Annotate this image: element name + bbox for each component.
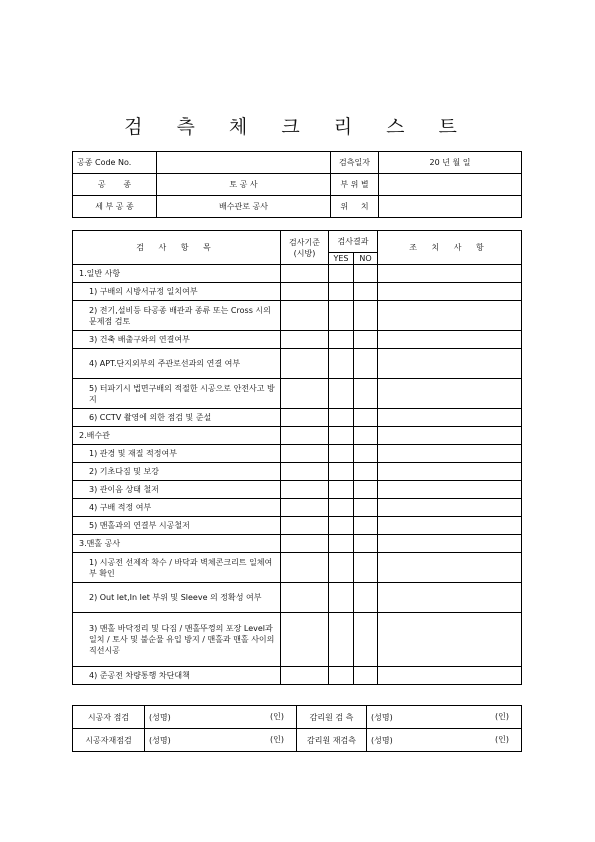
name-hint: (성명) xyxy=(371,735,393,745)
no-cell[interactable] xyxy=(354,553,378,583)
header-criteria xyxy=(281,231,329,265)
yes-cell[interactable] xyxy=(329,265,354,283)
check-item-text: 2) 기초다짐 및 보강 xyxy=(73,463,281,481)
location-value[interactable] xyxy=(379,196,522,218)
action-cell[interactable] xyxy=(378,445,522,463)
action-cell[interactable] xyxy=(378,301,522,331)
check-item-text: 3) 맨홀 바닥정리 및 다짐 / 맨홀뚜껑의 포장 Level과 일치 / 토사 및 불순물 유입 방지 / 맨홀과 맨홀 사이의 직선시공 xyxy=(73,613,281,667)
yes-cell[interactable] xyxy=(329,667,354,685)
yes-cell[interactable] xyxy=(329,463,354,481)
part-label: 부 위 별 xyxy=(331,174,379,196)
check-item-row xyxy=(73,331,522,349)
criteria-cell[interactable] xyxy=(281,517,329,535)
info-table xyxy=(72,151,522,218)
action-cell[interactable] xyxy=(378,499,522,517)
supervisor-inspect-sign[interactable] xyxy=(367,706,522,729)
check-item-text: 1) 관경 및 재질 적정여부 xyxy=(73,445,281,463)
header-criteria-line2: (시방) xyxy=(293,248,316,258)
check-item-row xyxy=(73,613,522,667)
header-result: 검사결과 xyxy=(329,231,378,253)
criteria-cell[interactable] xyxy=(281,481,329,499)
name-hint: (성명) xyxy=(149,735,171,745)
yes-cell[interactable] xyxy=(329,583,354,613)
no-cell[interactable] xyxy=(354,283,378,301)
check-item-text: 3) 건축 배출구와의 연결여부 xyxy=(73,331,281,349)
action-cell[interactable] xyxy=(378,379,522,409)
no-cell[interactable] xyxy=(354,409,378,427)
yes-cell[interactable] xyxy=(329,517,354,535)
no-cell[interactable] xyxy=(354,301,378,331)
check-item-text: 1) 시공전 선제작 착수 / 바닥과 벽체콘크리트 일체여부 확인 xyxy=(73,553,281,583)
location-label: 위 치 xyxy=(331,196,379,218)
action-cell[interactable] xyxy=(378,583,522,613)
yes-cell[interactable] xyxy=(329,331,354,349)
code-value[interactable] xyxy=(157,152,331,174)
no-cell[interactable] xyxy=(354,535,378,553)
supervisor-reinspect-label: 감리원 재검측 xyxy=(297,729,367,752)
no-cell[interactable] xyxy=(354,517,378,535)
check-item-row xyxy=(73,481,522,499)
contractor-recheck-label: 시공자재점검 xyxy=(73,729,145,752)
yes-cell[interactable] xyxy=(329,535,354,553)
contractor-check-sign[interactable] xyxy=(145,706,297,729)
no-cell[interactable] xyxy=(354,499,378,517)
criteria-cell[interactable] xyxy=(281,427,329,445)
checklist-rows xyxy=(73,265,522,685)
seal-mark: (인) xyxy=(495,712,509,721)
action-cell[interactable] xyxy=(378,349,522,379)
no-cell[interactable] xyxy=(354,613,378,667)
yes-cell[interactable] xyxy=(329,481,354,499)
check-item-text: 4) 준공전 차량통행 차단대책 xyxy=(73,667,281,685)
check-item-text: 1) 구배의 시방서규정 일치여부 xyxy=(73,283,281,301)
action-cell[interactable] xyxy=(378,517,522,535)
criteria-cell[interactable] xyxy=(281,535,329,553)
seal-mark: (인) xyxy=(270,712,284,721)
page-title: 검 측 체 크 리 스 트 xyxy=(124,116,471,138)
criteria-cell[interactable] xyxy=(281,283,329,301)
criteria-cell[interactable] xyxy=(281,583,329,613)
header-yes: YES xyxy=(329,253,354,265)
action-cell[interactable] xyxy=(378,265,522,283)
yes-cell[interactable] xyxy=(329,613,354,667)
section-title: 1.일반 사항 xyxy=(73,265,281,283)
section-title: 3.맨홀 공사 xyxy=(73,535,281,553)
date-value[interactable]: 20 년 월 일 xyxy=(379,152,522,174)
check-item-text: 2) 전기,설비등 타공종 배관과 종류 또는 Cross 시의 문제점 검토 xyxy=(73,301,281,331)
supervisor-inspect-label: 감리원 검 측 xyxy=(297,706,367,729)
yes-cell[interactable] xyxy=(329,409,354,427)
name-hint: (성명) xyxy=(149,712,171,722)
yes-cell[interactable] xyxy=(329,349,354,379)
contractor-check-label: 시공자 점검 xyxy=(73,706,145,729)
work-value[interactable]: 토 공 사 xyxy=(157,174,331,196)
no-cell[interactable] xyxy=(354,463,378,481)
action-cell[interactable] xyxy=(378,535,522,553)
yes-cell[interactable] xyxy=(329,499,354,517)
yes-cell[interactable] xyxy=(329,301,354,331)
check-item-row xyxy=(73,463,522,481)
criteria-cell[interactable] xyxy=(281,613,329,667)
contractor-recheck-sign[interactable] xyxy=(145,729,297,752)
supervisor-reinspect-sign[interactable] xyxy=(367,729,522,752)
no-cell[interactable] xyxy=(354,331,378,349)
name-hint: (성명) xyxy=(371,712,393,722)
criteria-cell[interactable] xyxy=(281,667,329,685)
check-item-row xyxy=(73,283,522,301)
check-item-row xyxy=(73,499,522,517)
yes-cell[interactable] xyxy=(329,379,354,409)
check-item-row xyxy=(73,553,522,583)
check-item-text: 2) Out let,In let 부위 및 Sleeve 의 정확성 여부 xyxy=(73,583,281,613)
signature-table xyxy=(72,705,522,752)
criteria-cell[interactable] xyxy=(281,409,329,427)
check-item-row xyxy=(73,517,522,535)
header-no: NO xyxy=(354,253,378,265)
yes-cell[interactable] xyxy=(329,283,354,301)
check-item-row xyxy=(73,379,522,409)
section-row xyxy=(73,265,522,283)
criteria-cell[interactable] xyxy=(281,463,329,481)
action-cell[interactable] xyxy=(378,283,522,301)
date-label: 검측일자 xyxy=(331,152,379,174)
no-cell[interactable] xyxy=(354,349,378,379)
no-cell[interactable] xyxy=(354,583,378,613)
section-title: 2.배수관 xyxy=(73,427,281,445)
yes-cell[interactable] xyxy=(329,427,354,445)
detail-label: 세 부 공 종 xyxy=(73,196,157,218)
check-item-text: 4) APT.단지외부의 주관로선과의 연결 여부 xyxy=(73,349,281,379)
seal-mark: (인) xyxy=(270,735,284,744)
criteria-cell[interactable] xyxy=(281,379,329,409)
criteria-cell[interactable] xyxy=(281,265,329,283)
criteria-cell[interactable] xyxy=(281,331,329,349)
criteria-cell[interactable] xyxy=(281,301,329,331)
part-value[interactable] xyxy=(379,174,522,196)
check-item-text: 6) CCTV 촬영에 의한 점검 및 준설 xyxy=(73,409,281,427)
check-item-row xyxy=(73,667,522,685)
no-cell[interactable] xyxy=(354,481,378,499)
action-cell[interactable] xyxy=(378,553,522,583)
seal-mark: (인) xyxy=(495,735,509,744)
criteria-cell[interactable] xyxy=(281,553,329,583)
no-cell[interactable] xyxy=(354,427,378,445)
no-cell[interactable] xyxy=(354,445,378,463)
check-item-text: 4) 구배 적정 여부 xyxy=(73,499,281,517)
check-item-row xyxy=(73,445,522,463)
action-cell[interactable] xyxy=(378,481,522,499)
header-action: 조 치 사 항 xyxy=(378,231,522,265)
action-cell[interactable] xyxy=(378,667,522,685)
action-cell[interactable] xyxy=(378,427,522,445)
checklist-table xyxy=(72,230,522,685)
header-items: 검 사 항 목 xyxy=(73,231,281,265)
check-item-text: 5) 맨홀과의 연결부 시공철저 xyxy=(73,517,281,535)
no-cell[interactable] xyxy=(354,265,378,283)
check-item-text: 3) 관이음 상태 철저 xyxy=(73,481,281,499)
check-item-row xyxy=(73,409,522,427)
action-cell[interactable] xyxy=(378,409,522,427)
criteria-cell[interactable] xyxy=(281,499,329,517)
section-row xyxy=(73,427,522,445)
check-item-row xyxy=(73,349,522,379)
code-label: 공종 Code No. xyxy=(73,152,157,174)
no-cell[interactable] xyxy=(354,379,378,409)
action-cell[interactable] xyxy=(378,463,522,481)
yes-cell[interactable] xyxy=(329,553,354,583)
criteria-cell[interactable] xyxy=(281,349,329,379)
check-item-text: 5) 터파기시 법면구배의 적절한 시공으로 안전사고 방지 xyxy=(73,379,281,409)
check-item-row xyxy=(73,301,522,331)
yes-cell[interactable] xyxy=(329,445,354,463)
header-criteria-line1: 검사기준 xyxy=(289,237,320,247)
detail-value[interactable]: 배수관로 공사 xyxy=(157,196,331,218)
no-cell[interactable] xyxy=(354,667,378,685)
check-item-row xyxy=(73,583,522,613)
work-label: 공 종 xyxy=(73,174,157,196)
action-cell[interactable] xyxy=(378,613,522,667)
action-cell[interactable] xyxy=(378,331,522,349)
section-row xyxy=(73,535,522,553)
criteria-cell[interactable] xyxy=(281,445,329,463)
